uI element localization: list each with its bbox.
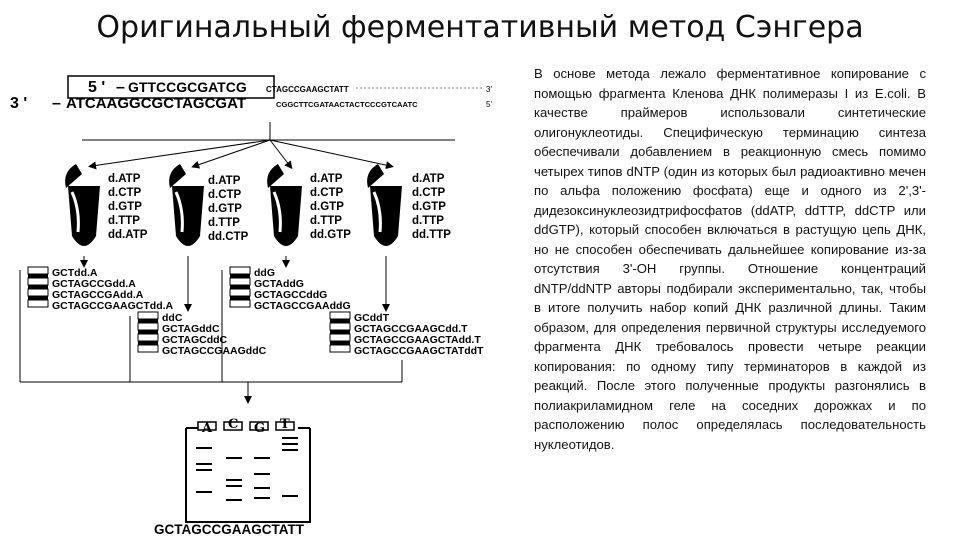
template-5-end: 5' — [486, 100, 492, 109]
primer-sequence: GTTCCGCGATCG — [128, 79, 247, 95]
products-a — [28, 267, 174, 312]
primer-dash: – — [116, 79, 125, 96]
products-g — [230, 267, 351, 312]
template-sequence: ATCAAGGCGCTAGCGAT — [66, 95, 246, 112]
tube-t-label: d.CTP — [412, 187, 446, 199]
tube-a-label: dd.ATP — [108, 229, 148, 241]
product-fragment: GCTdd.A — [52, 267, 98, 279]
reaction-tube-a — [65, 164, 100, 246]
reaction-tube-c — [169, 164, 204, 246]
product-fragment: ddG — [254, 267, 275, 279]
gel — [186, 417, 310, 522]
distribution-arrows — [82, 122, 455, 166]
product-fragment: GCTAGCddC — [162, 334, 228, 346]
gel-lane-label-a: A — [202, 421, 213, 436]
tube-t-label: dd.TTP — [412, 229, 451, 241]
gel-lane-label-c: C — [228, 417, 239, 432]
template-dash: – — [52, 95, 61, 112]
description-text: В основе метода лежало ферментативное копирование с помощью фрагмента Кленова ДНК полимеразы I из E.coli. В качестве праймеров использовали синтетические олигонуклеотиды. Специфическую терминацию синтеза обеспечивали добавлением в реакционную смесь помимо четырех типов dNTP (один из которых был радиоактивно мечен по альфа положению фосфата) еще и одного из 2',3'-дидезоксинуклеозидтрифосфатов (ddATP, ddTTP, ddCTP или ddGTP), который способен включаться в растущую цепь ДНК, но не способен обеспечивать дальнейшее копирование из-за отсутствия 3'-OH группы. Отношение концентраций dNTP/ddNTP авторы подбирали экспериментально, так, чтобы в итоге получить набор копий ДНК различной длины. Таким образом, для определения первичной структуры исследуемого фрагмента ДНК требовалось провести четыре реакции копирования: по одному типу терминаторов в каждой из реакций. После этого полученные продукты разгонялись в полиакриламидном геле на соседних дорожках и по расположению полос определялась последовательность нуклеотидов. — [534, 66, 926, 452]
tube-c-label: d.GTP — [208, 203, 242, 215]
tube-a-label: d.CTP — [108, 187, 142, 199]
product-fragment: GCTAddG — [254, 278, 304, 290]
tube-c-label: d.TTP — [208, 217, 240, 229]
products-c — [138, 312, 267, 357]
primer-5-end: 5 ' — [88, 79, 106, 96]
reaction-tube-g — [267, 164, 302, 246]
gel-lane-label-g: G — [254, 421, 266, 436]
tube-c-label: d.CTP — [208, 189, 242, 201]
tube-g-label: d.GTP — [310, 201, 344, 213]
tube-g-label: dd.GTP — [310, 229, 351, 241]
product-fragment: GCTAGddC — [162, 323, 220, 335]
product-fragment: GCTAGCCGAAGddC — [162, 345, 267, 357]
product-fragment: GCddT — [354, 312, 389, 324]
product-fragment: GCTAGCCGAAddG — [254, 300, 351, 312]
tube-g-label: d.CTP — [310, 187, 344, 199]
gel-lane-label-t: T — [280, 417, 290, 432]
tube-c-label: dd.CTP — [208, 231, 249, 243]
tube-t-label: d.GTP — [412, 201, 446, 213]
tube-a-label: d.TTP — [108, 215, 140, 227]
read-sequence: GCTAGCCGAAGCTATT — [154, 522, 304, 537]
tube-t-label: d.TTP — [412, 215, 444, 227]
product-fragment: GCTAGCCGAdd.A — [52, 289, 144, 301]
tube-a-label: d.ATP — [108, 173, 141, 185]
primer-3-end: 3' — [486, 85, 492, 94]
tube-a-label: d.GTP — [108, 201, 142, 213]
products-t — [330, 312, 484, 357]
template-3-end: 3 ' — [10, 95, 28, 112]
gel-bands — [196, 438, 298, 500]
tube-t-label: d.ATP — [412, 173, 445, 185]
product-fragment: GCTAGCCGAAGCdd.T — [354, 323, 468, 335]
tube-g-label: d.TTP — [310, 215, 342, 227]
product-fragment: ddC — [162, 312, 183, 324]
slide-title: Оригинальный ферментативный метод Сэнгера — [96, 10, 864, 45]
sanger-diagram — [0, 60, 520, 540]
product-fragment: GCTAGCCddG — [254, 289, 328, 301]
product-fragment: GCTAGCCGdd.A — [52, 278, 136, 290]
tube-c-label: d.ATP — [208, 175, 241, 187]
product-fragment: GCTAGCCGAAGCTATddT — [354, 345, 484, 357]
tube-g-label: d.ATP — [310, 173, 343, 185]
primer-continuation: CTAGCCGAAGCTATT — [266, 85, 349, 94]
product-fragment: GCTAGCCGAAGCTdd.A — [52, 300, 174, 312]
product-fragment: GCTAGCCGAAGCTAdd.T — [354, 334, 481, 346]
template-continuation: CGGCTTCGATAACTACTCCCGTCAATC — [276, 100, 418, 109]
reaction-tube-t — [367, 164, 402, 246]
